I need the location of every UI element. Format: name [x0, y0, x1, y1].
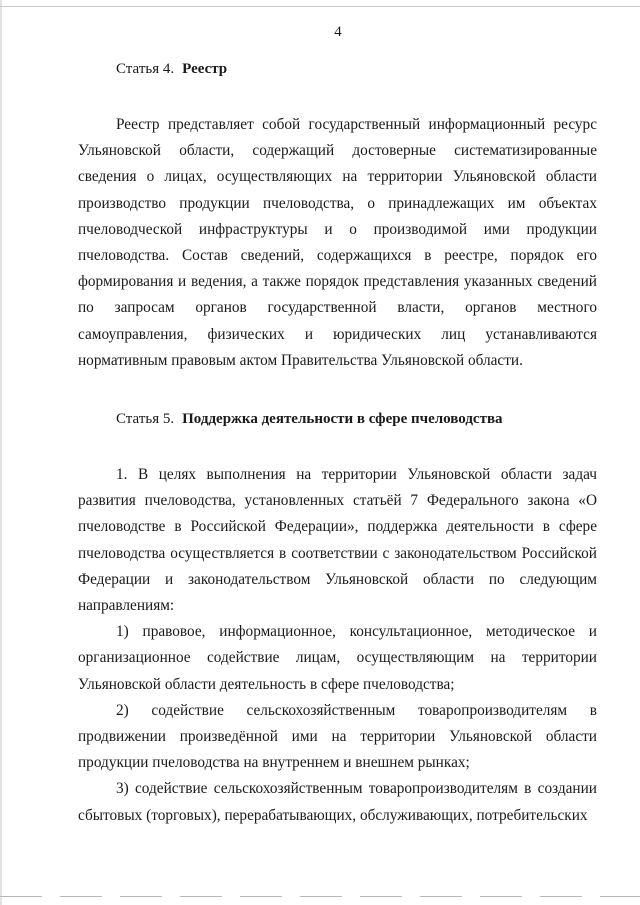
article-4-paragraph: Реестр представляет собой государственный информационный ресурс Ульяновской области, содержащий достоверные систематизированные сведения о лицах, осуществляющих на территории Ульяновской области производство продукции пчеловодства, о принадлежащих им объектах пчеловодческой инфраструктуры и о производимой ими продукции пчеловодства. Состав сведений, содержащихся в реестре, порядок его формирования и ведения, а также порядок представления указанных сведений по запросам органов государственной власти, органов местного самоуправления, физических и юридических лиц устанавливаются нормативным правовым актом Правительства Ульяновской области. — [78, 116, 597, 369]
article-5-heading — [78, 406, 597, 432]
article-5-point-1: 1. В целях выполнения на территории Ульяновской области задач развития пчеловодства, установленных статьёй 7 Федерального закона «О пчеловодстве в Российской Федерации», поддержка деятельности в сфере пчеловодства осуществляется в соответствии с законодательством Российской Федерации и законодательством Ульяновской области по следующим направлениям: — [78, 466, 597, 615]
article-5-item-3: 3) содействие сельскохозяйственным товаропроизводителям в создании сбытовых (торговых), перерабатывающих, обслуживающих, потребительских — [78, 780, 597, 824]
spacer — [78, 82, 597, 112]
article-4-heading — [78, 56, 597, 82]
scan-left-edge — [0, 0, 2, 905]
article-5-label: Статья 5. — [116, 411, 175, 428]
article-4-title: Реестр — [182, 61, 228, 77]
article-5-item-1: 1) правовое, информационное, консультационное, методическое и организационное содействие лицам, осуществляющим на территории Ульяновской области деятельность в сфере пчеловодства; — [78, 623, 597, 693]
scan-top-border — [0, 6, 640, 7]
article-5-item-2: 2) содействие сельскохозяйственным товаропроизводителям в продвижении произведённой ими на территории Ульяновской области продукции пчеловодства на внутреннем и внешнем рынках; — [78, 701, 597, 772]
page-number: 4 — [334, 24, 342, 40]
document-body — [78, 56, 597, 829]
article-5-title: Поддержка деятельности в сфере пчеловодства — [182, 411, 503, 428]
spacer — [78, 374, 597, 406]
scan-bottom-border — [0, 896, 640, 897]
article-4-label: Статья 4. — [116, 61, 175, 77]
spacer — [78, 432, 597, 462]
